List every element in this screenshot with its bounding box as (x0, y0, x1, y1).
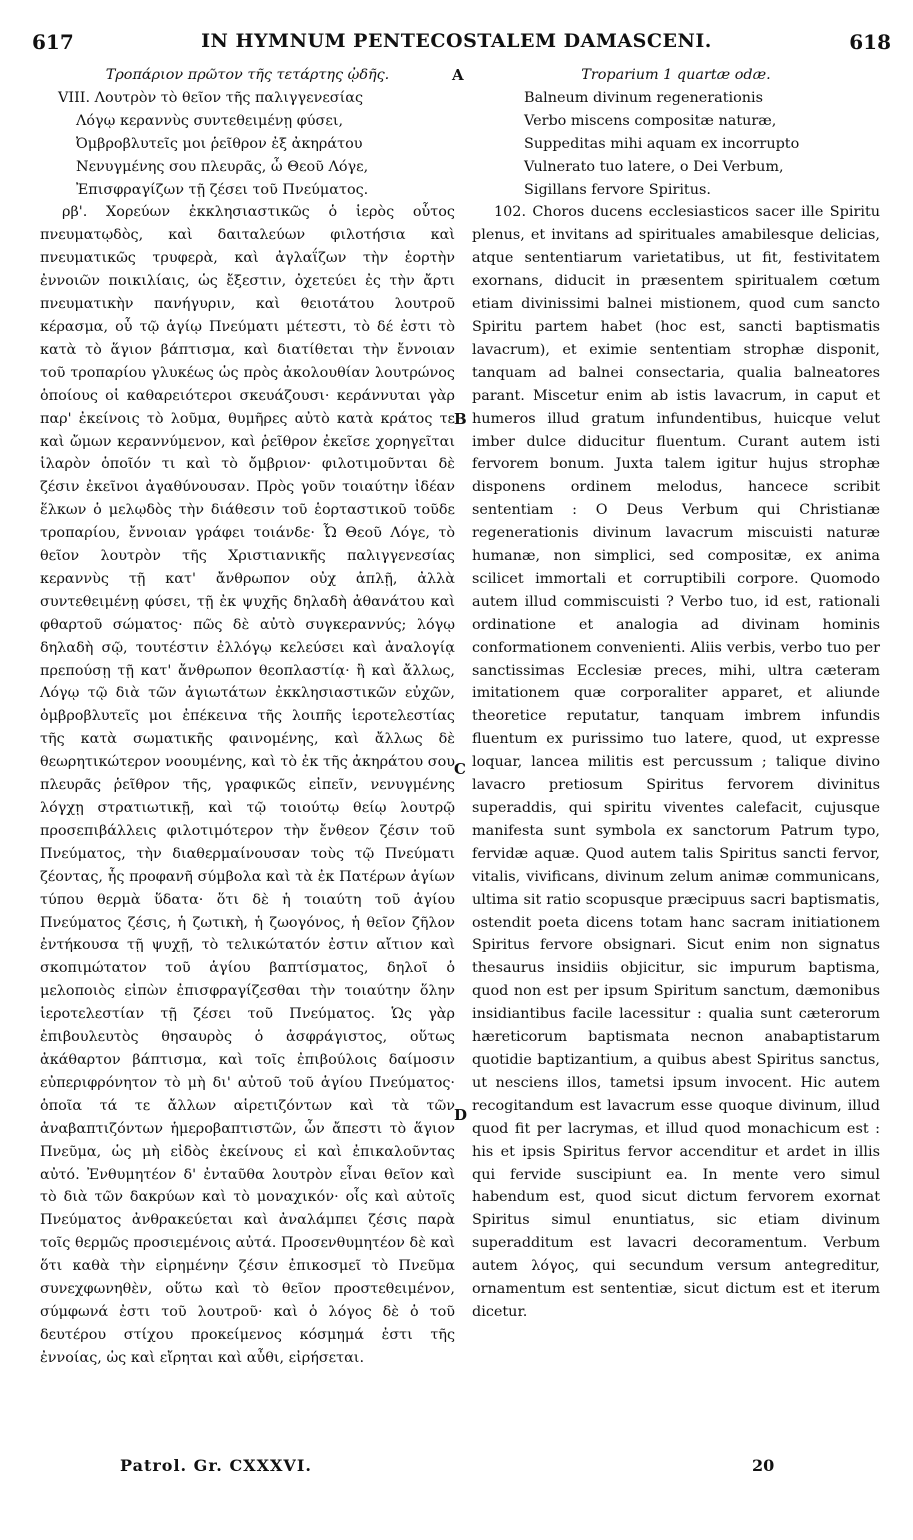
greek-verse: Ἐπισφραγίζων τῇ ζέσει τοῦ Πνεύματος. (76, 181, 369, 198)
latin-commentary: 102. Choros ducens ecclesiasticos sacer ille Spiritu plenus, et invitans ad spirituales amabilesque delicias, atque sententiarum varietatibus, ut fit, festivitatem exornans, diducit in præsentem spiritualem cœtum etiam divinissimi balnei mistionem, quod cum sancto Spiritu partem habet (hoc est, sancti baptismatis lavacrum), et eximie sententiam strophæ disponit, tanquam ad balnei consectaria, qualia balneatores parant. Miscetur enim ab istis lavacrum, in caput et humeros illud gratum infundentibus, huicque velut imber dulce diducitur fluentum. Curant autem isti fervorem bonum. Juxta talem igitur hujus strophæ disponens ordinem melodus, hancece scribit sententiam : O Deus Verbum qui Christianæ regenerationis divinum lavacrum miscuisti naturæ humanæ, non simplici, sed compositæ, ex anima scilicet immortali et corruptibili corpore. Quomodo autem illud commiscuisti ? Verbo tuo, id est, rationali ordinatione et analogia ad divinam hominis conformationem convenienti. Aliis verbis, verbo tuo per sanctissimas Ecclesiæ preces, mihi, ultra cæteram imitationem quæ corporaliter apparet, et aliunde theoretice reputatur, tanquam imbrem infundis fluentum ex purissimo tuo latere, quod, ut expresse loquar, lancea militis est percussum ; talique divino lavacro pretiosum Spiritus fervorem divinitus superaddis, qui spiritu viventes calefacit, cujusque manifesta sunt symbola ex sanctorum Patrum typo, fervidæ aquæ. Quod autem talis Spiritus sancti fervor, vitalis, vivificans, divinum zelum animæ communicans, ultima sit ratio scopusque præcipuus sacri baptismatis, ostendit poeta dicens totam hanc sacram initiationem Spiritus fervore obsignari. Sicut enim non signatus thesaurus insidiis objicitur, sic impurum baptisma, quod non est per ipsum Spiritum sanctum, dæmonibus insidiantibus facile lacessitur : qualia sunt cæterorum hæreticorum baptismata necnon anabaptistarum quotidie baptizantium, a quibus abest Spiritus sanctus, ut nesciens illos, tametsi ipsum invocent. Hic autem recogitandum est lavacrum esse quoque divinum, illud quod fit per lacrymas, et illud quod monachicum est : his et ipsis Spiritus fervor accenditur et ardet in illis qui fervide suscipiunt ea. In mente vero simul habendum est, quod sicut dictum fervorem exornat Spiritus simul enuntiatus, sic etiam divinum superadditum est lavacri decoramentum. Verbum autem λόγος, qui secundum versum antegreditur, ornamentum est sententiæ, sicut dictum est et iterum dicetur. (472, 204, 880, 1320)
running-title: IN HYMNUM PENTECOSTALEM DAMASCENI. (201, 30, 712, 52)
latin-verse: Balneum divinum regenerationis (524, 89, 764, 106)
latin-verse: Verbo miscens compositæ naturæ, (524, 112, 777, 129)
latin-troparion-title: Troparium 1 quartæ odæ. (581, 67, 771, 83)
margin-marker-d: D (454, 1106, 468, 1124)
margin-marker-b: B (454, 410, 467, 428)
latin-verse: Suppeditas mihi aquam ex incorrupto (524, 135, 800, 152)
latin-column (472, 64, 880, 1324)
greek-verse: Λόγῳ κεραννὺς συντεθειμένῃ φύσει, (76, 112, 344, 129)
page-number-right: 618 (849, 30, 891, 54)
latin-verse: Vulnerato tuo latere, o Dei Verbum, (524, 158, 784, 175)
greek-troparion-title: Τροπάριον πρῶτον τῆς τετάρτης ᾠδῆς. (105, 67, 390, 83)
greek-verse: Νενυγμένης σου πλευρᾶς, ὦ Θεοῦ Λόγε, (76, 158, 369, 175)
margin-marker-a: A (452, 66, 464, 84)
latin-verse: Sigillans fervore Spiritus. (524, 181, 711, 198)
margin-marker-c: C (454, 760, 466, 778)
greek-commentary: ρβ'. Χορεύων ἐκκλησιαστικῶς ὁ ἱερὸς οὗτος πνευματῳδὸς, καὶ δαιταλεύων φιλοτήσια καὶ πνευματικῶς τρυφερὰ, καὶ ἀγλαΐζων τὴν ἑορτὴν ἐννοιῶν ποικιλίαις, ὡς ἔξεστιν, ὀχετεύει ἐς τὴν ἄρτι πνευματικὴν πανήγυριν, καὶ θειοτάτου λουτροῦ κέρασμα, οὗ τῷ ἁγίῳ Πνεύματι μέτεστι, τὸ δέ ἐστι τὸ κατὰ τὸ ἅγιον βάπτισμα, καὶ διατίθεται τὴν ἔννοιαν τοῦ τροπαρίου γλυκέως ὡς πρὸς ἀκολουθίαν λουτρώνος ὁποίους οἱ καθαρειότεροι σκευάζουσι· κεράννυται γὰρ παρ' ἐκείνοις τὸ λοῦμα, θυμῆρες αὐτὸ κατὰ κράτος τε καὶ ὤμων κεραννύμενον, καὶ ῥεῖθρον ἐκεῖσε χορηγεῖται ἱλαρὸν ὁποῖόν τι καὶ τὸ ὄμβριον· φιλοτιμοῦνται δὲ ζέσιν ἐκεῖνοι ἀγαθύνουσαν. Πρὸς γοῦν τοιαύτην ἰδέαν ἕλκων ὁ μελῳδὸς τὴν διάθεσιν τοῦ ἑορταστικοῦ τοῦδε τροπαρίου, ἔννοιαν γράφει τοιάνδε· Ὦ Θεοῦ Λόγε, τὸ θεῖον λουτρὸν τῆς Χριστιανικῆς παλιγγενεσίας κεραννὺς τῇ κατ' ἄνθρωπον οὐχ ἁπλῇ, ἀλλὰ συντεθειμένῃ φύσει, τῇ ἐκ ψυχῆς δηλαδὴ ἀθανάτου καὶ φθαρτοῦ σώματος· πῶς δὲ αὐτὸ συγκεραννύς; λόγῳ δηλαδὴ σῷ, τουτέστιν ἐλλόγῳ κελεύσει καὶ ἀναλογίᾳ πρεπούσῃ τῇ κατ' ἄνθρωπον θεοπλαστίᾳ· ἢ καὶ ἄλλως, Λόγῳ τῷ διὰ τῶν ἁγιωτάτων ἐκκλησιαστικῶν εὐχῶν, ὀμβροβλυτεῖς μοι ἐπέκεινα τῆς λοιπῆς ἱεροτελεστίας τῆς κατὰ σωματικῆς φαινομένης, καὶ ἄλλως δὲ θεωρητικώτερον νοουμένης, καὶ τὸ ἐκ τῆς ἀκηράτου σου πλευρᾶς ῥεῖθρον τῆς, γραφικῶς εἰπεῖν, νενυγμένης λόγχῃ στρατιωτικῇ, καὶ τῷ τοιούτῳ θείῳ λουτρῷ προσεπιβάλλεις φιλοτιμότερον τὴν ἔνθεον ζέσιν τοῦ Πνεύματος, τὴν διαθερμαίνουσαν τοὺς τῷ Πνεύματι ζέοντας, ἧς προφανῆ σύμβολα καὶ τὰ ἐκ Πατέρων ἁγίων τύπου θερμὰ ὕδατα· ὅτι δὲ ἡ τοιαύτη τοῦ ἁγίου Πνεύματος ζέσις, ἡ ζωτικὴ, ἡ ζωογόνος, ἡ θεῖον ζῆλον ἐντήκουσα τῇ ψυχῇ, τὸ τελικώτατόν ἐστιν αἴτιον καὶ σκοπιμώτατον τοῦ ἁγίου βαπτίσματος, δηλοῖ ὁ μελοποιὸς εἰπὼν ἐπισφραγίζεσθαι τὴν τοιαύτην ὅλην ἱεροτελεστίαν τῇ ζέσει τοῦ Πνεύματος. Ὡς γὰρ ἐπιβουλευτὸς θησαυρὸς ὁ ἀσφράγιστος, οὕτως ἀκάθαρτον βάπτισμα, καὶ τοῖς ἐπιβούλοις δαίμοσιν εὐπεριφρόνητον τὸ μὴ δι' αὐτοῦ τοῦ ἁγίου Πνεύματος· ὁποῖα τά τε ἄλλων αἱρετιζόντων καὶ τὰ τῶν ἀναβαπτιζόντων ἡμεροβαπτιστῶν, ὧν ἄπεστι τὸ ἅγιον Πνεῦμα, ὡς μὴ εἰδὸς ἐκείνους εἰ καὶ ἐπικαλοῦντας αὐτό. Ἐνθυμητέον δ' ἐνταῦθα λουτρὸν εἶναι θεῖον καὶ τὸ διὰ τῶν δακρύων καὶ τὸ μοναχικόν· οἷς καὶ αὐτοῖς Πνεύματος ἀνθρακεύεται καὶ ἀναλάμπει ζέσις παρὰ τοῖς θερμῶς προσιεμένοις αὐτά. Προσενθυμητέον δὲ καὶ ὅτι καθὰ τὴν εἰρημένην ζέσιν ἐπικοσμεῖ τὸ Πνεῦμα συνεχφωνηθὲν, οὕτω καὶ τὸ θεῖον προστεθειμένον, σύμφωνά ἐστι τοῦ λουτροῦ· καὶ ὁ λόγος δὲ ὁ τοῦ δευτέρου στίχου προκείμενος κόσμημά ἐστι τῆς ἐννοίας, ὡς καὶ εἴρηται καὶ αὖθι, εἰρήσεται. (40, 204, 455, 1366)
page-number-left: 617 (32, 30, 74, 54)
greek-column (40, 64, 455, 1370)
greek-verse: VIII. Λουτρὸν τὸ θεῖον τῆς παλιγγενεσίας (58, 89, 364, 106)
signature-mark: Patrol. Gr. CXXXVI. (120, 1456, 312, 1475)
folio-number: 20 (752, 1456, 775, 1475)
greek-verse: Ὀμβροβλυτεῖς μοι ῥεῖθρον ἐξ ἀκηράτου (76, 135, 363, 152)
